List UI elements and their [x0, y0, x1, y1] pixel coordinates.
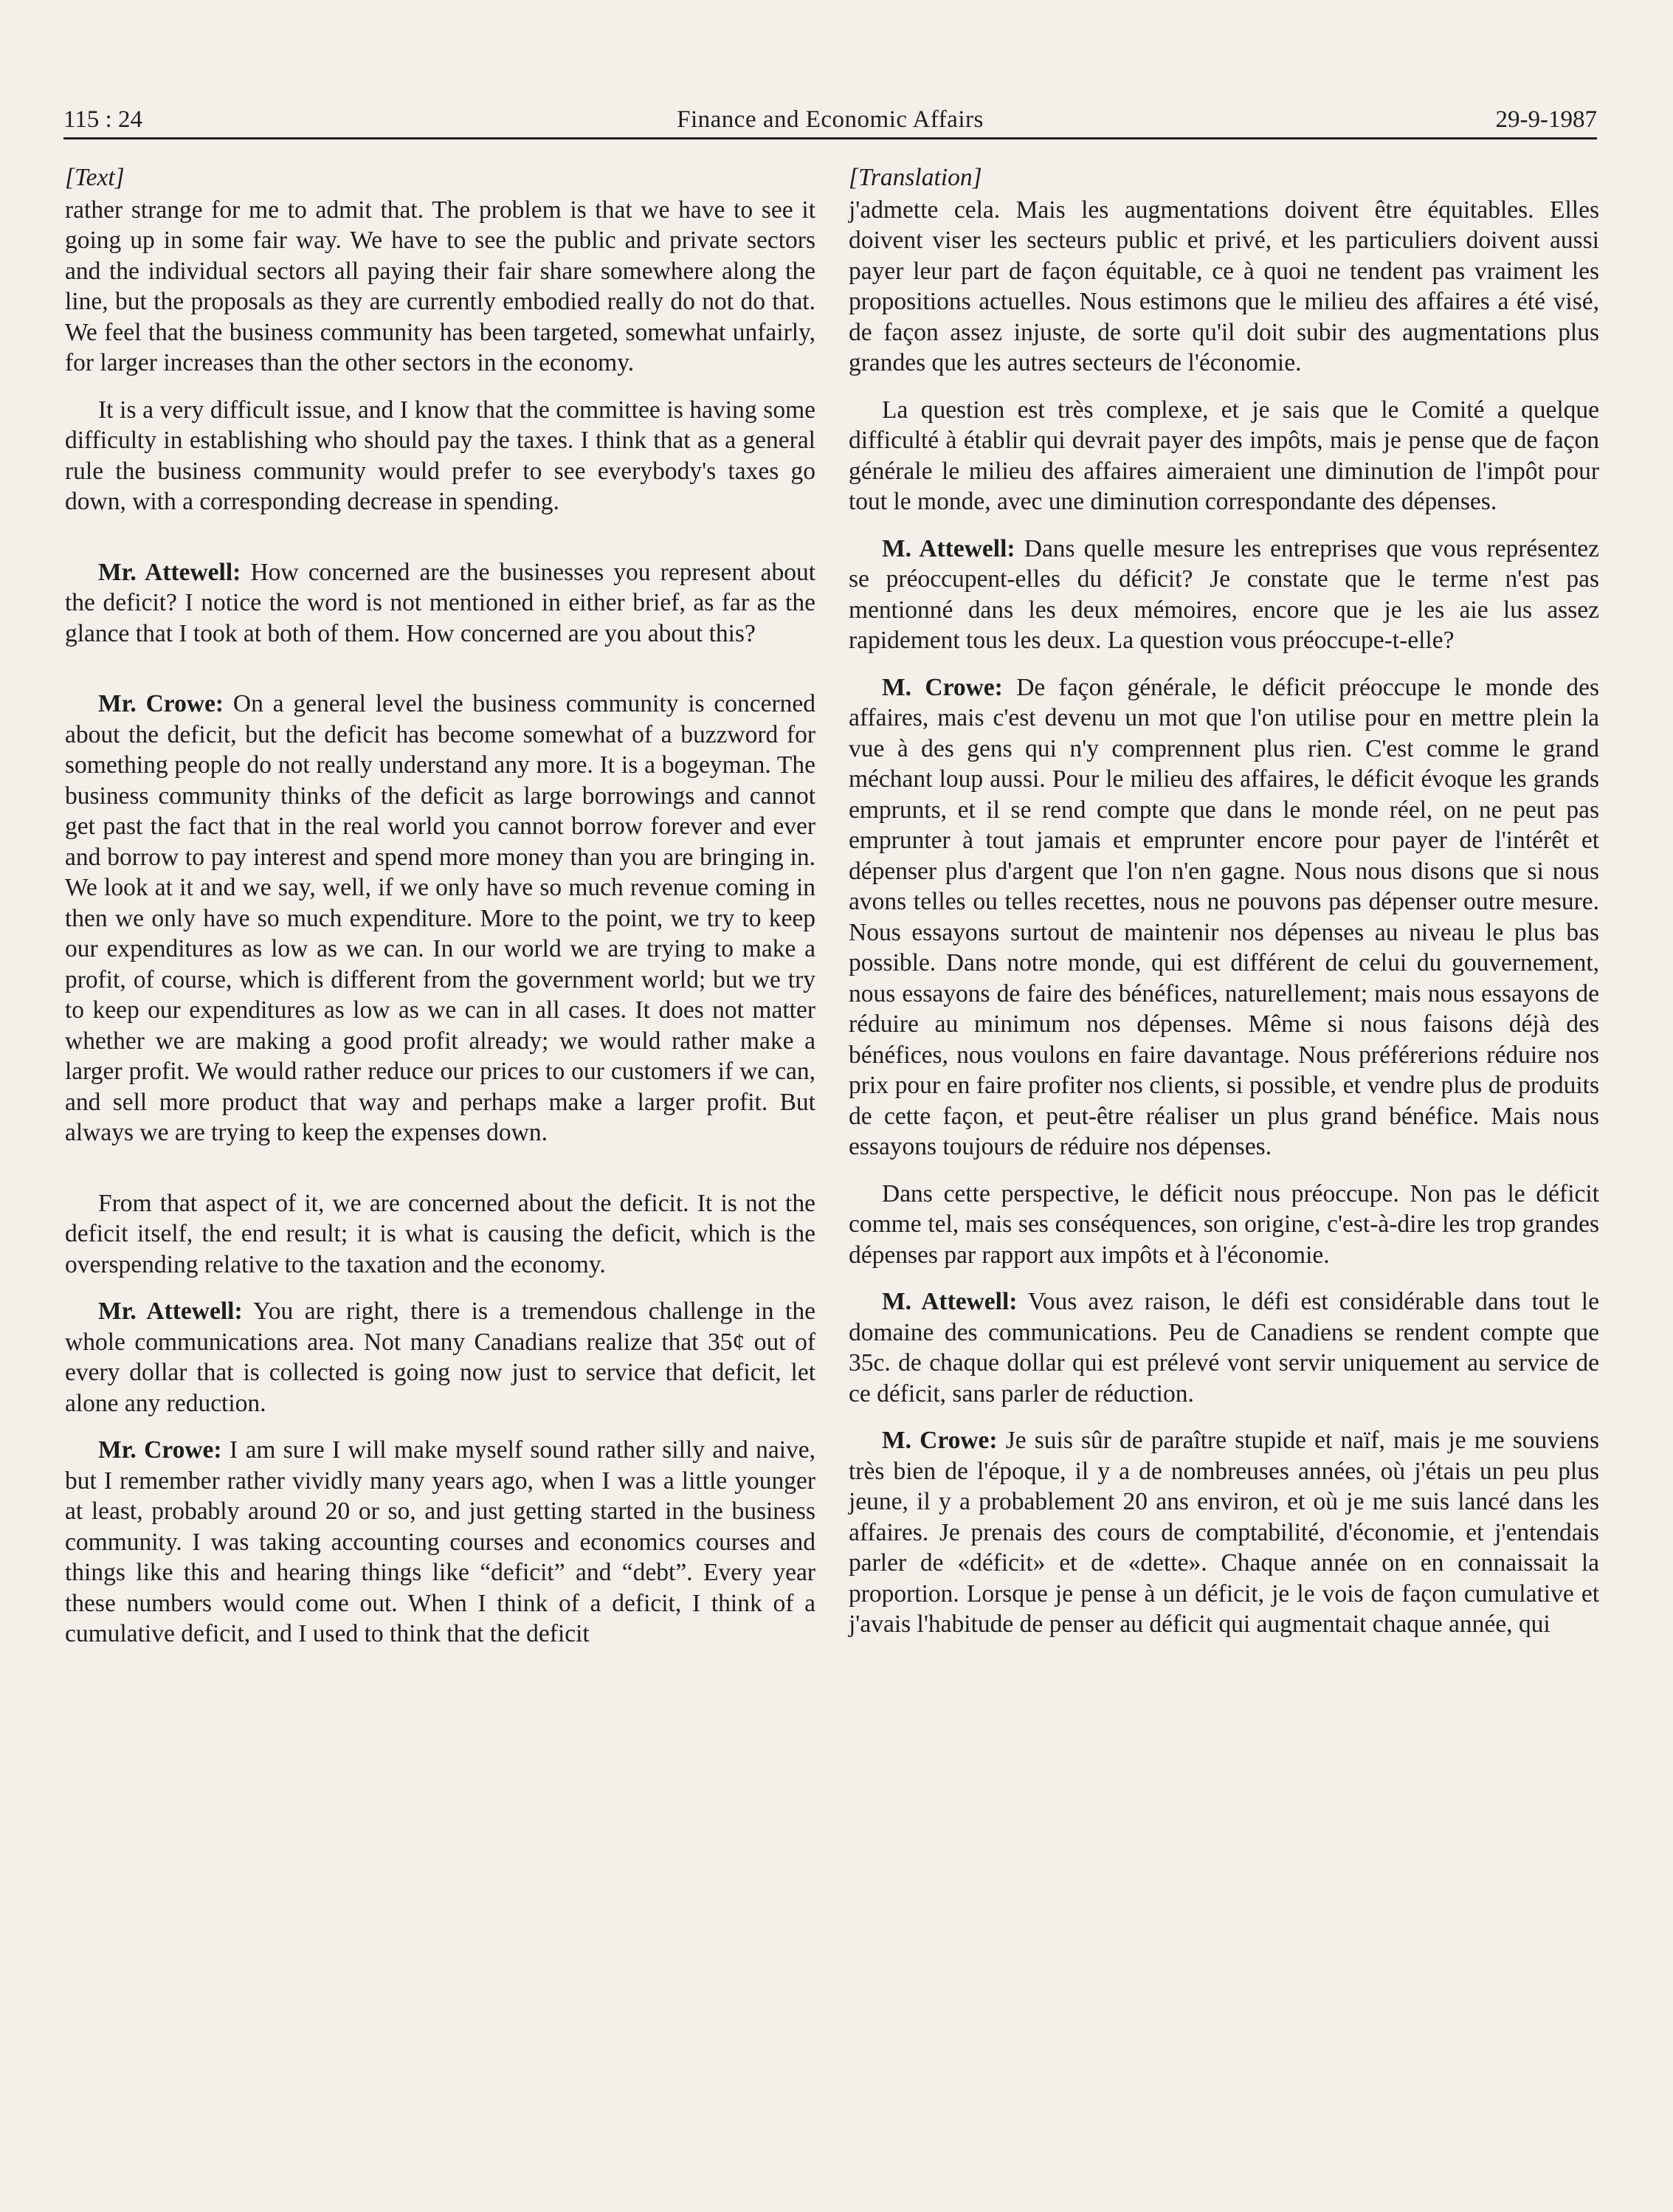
page-number: 115 : 24 — [63, 106, 142, 133]
speaker-name: Mr. Attewell: — [98, 1298, 243, 1325]
paragraph: Dans cette perspective, le déficit nous préoccupe. Non pas le déficit comme tel, mais ses conséquences, son origine, c'est-à-dire les trop grandes dépenses par rapport aux impôts et à l'économie. — [849, 1179, 1599, 1269]
paragraph: Mr. Crowe: On a general level the business community is concerned about the deficit, but the deficit has become somewhat of a buzzword for something people do not really understand any more. It is a bogeyman. The business community thinks of the deficit as large borrowings and cannot get past the fact that in the real world you cannot borrow forever and ever and borrow to pay interest and spend more money than you are bringing in. We look at it and we say, well, if we only have so much revenue coming in then we only have so much expenditure. More to the point, we try to keep our expenditures as low as we can. In our world we are trying to make a profit, of course, which is different from the government world; but we try to keep our expenditures as low as we can in all cases. It does not matter whether we are making a good profit already; we would rather make a larger profit. We would rather reduce our prices to our customers if we can, and sell more product that way and perhaps make a larger profit. But always we are trying to keep the expenses down. — [65, 690, 815, 1146]
speaker-name: M. Attewell: — [882, 534, 1015, 562]
header-rule — [63, 137, 1597, 139]
page-date: 29-9-1987 — [1495, 106, 1597, 133]
paragraph: M. Crowe: De façon générale, le déficit préoccupe le monde des affaires, mais c'est devenu un mot que l'on utilise pour en mettre plein la vue à des gens qui n'y comprennent plus rien. C'est comme le grand méchant loup aussi. Pour le milieu des affaires, le déficit évoque les grands emprunts, et il se rend compte que dans le monde réel, on ne peut pas emprunter à tout jamais et emprunter encore pour payer de l'intérêt et dépenser plus d'argent que l'on n'en gagne. Nous nous disons que si nous avons telles ou telles recettes, nous ne pouvons pas dépenser outre mesure. Nous essayons surtout de maintenir nos dépenses au niveau le plus bas possible. Dans notre monde, qui est différent de celui du gouvernement, nous essayons de faire des bénéfices, naturellement; mais nous essayons de réduire au minimum nos dépenses. Même si nous faisons déjà des bénéfices, nous voulons en faire davantage. Nous préférerions réduire nos prix pour en faire profiter nos clients, si possible, et vendre plus de produits de cette façon, et peut-être réaliser un plus grand bénéfice. Mais nous essayons toujours de réduire nos dépenses. — [849, 673, 1600, 1160]
paragraph: M. Attewell: Vous avez raison, le défi est considérable dans tout le domaine des communications. Peu de Canadiens se rendent compte que 35c. de chaque dollar qui est prélevé vont servir uniquement au service de ce déficit, sans parler de réduction. — [849, 1288, 1599, 1408]
paragraph: j'admette cela. Mais les augmentations doivent être équitables. Elles doivent viser les secteurs public et privé, et les particuliers doivent aussi payer leur part de façon équitable, ce à quoi ne tendent pas vraiment les propositions actuelles. Nous estimons que le milieu des affaires a été visé, de façon assez injuste, de sorte qu'il doit subir des augmentations plus grandes que les autres secteurs de l'économie. — [849, 196, 1599, 376]
page-header — [63, 102, 1597, 137]
english-column — [65, 162, 815, 1666]
paragraph: Mr. Attewell: You are right, there is a tremendous challenge in the whole communications area. Not many Canadians realize that 35¢ out of every dollar that is collected is going now just to service that deficit, let alone any reduction. — [65, 1298, 815, 1417]
speaker-name: M. Attewell: — [882, 1288, 1018, 1315]
paragraph: Mr. Crowe: I am sure I will make myself sound rather silly and naive, but I remember rather vividly many years ago, when I was a little younger at least, probably around 20 or so, and just getting started in the business community. I was taking accounting courses and economics courses and things like this and hearing things like “deficit” and “debt”. Every year these numbers would come out. When I think of a deficit, I think of a cumulative deficit, and I used to think that the deficit — [65, 1436, 815, 1647]
paragraph: Mr. Attewell: How concerned are the businesses you represent about the deficit? I notice the word is not mentioned in either brief, as far as the glance that I took at both of them. How concerned are you about this? — [65, 558, 816, 647]
paragraph: La question est très complexe, et je sais que le Comité a quelque difficulté à établir qui devrait payer des impôts, mais je pense que de façon générale le milieu des affaires aimeraient une diminution de l'impôt pour tout le monde, avec une diminution correspondante des dépenses. — [849, 396, 1599, 515]
language-label: [Translation] — [849, 164, 982, 191]
paragraph: It is a very difficult issue, and I know that the committee is having some difficulty in establishing who should pay the taxes. I think that as a general rule the business community would prefer to see everybody's taxes go down, with a corresponding decrease in spending. — [65, 396, 815, 515]
page-title: Finance and Economic Affairs — [677, 106, 984, 133]
paragraph: M. Crowe: Je suis sûr de paraître stupide et naïf, mais je me souviens très bien de l'époque, il y a de nombreuses années, où j'étais un peu plus jeune, il y a probablement 20 ans environ, et où je me suis lancé dans les affaires. Je prenais des cours de comptabilité, d'économie, et j'entendais parler de «déficit» et de «dette». Chaque année on en connaissait la proportion. Lorsque je pense à un déficit, je le vois de façon cumulative et j'avais l'habitude de penser au déficit qui augmentait chaque année, qui — [849, 1427, 1599, 1638]
speaker-name: Mr. Attewell: — [98, 558, 241, 586]
speaker-name: Mr. Crowe: — [98, 1436, 222, 1464]
paragraph: M. Attewell: Dans quelle mesure les entreprises que vous représentez se préoccupent-elles du déficit? Je constate que le terme n'est pas mentionné dans les deux mémoires, encore que je les aie lus assez rapidement tous les deux. La question vous préoccupe-t-elle? — [849, 534, 1600, 654]
paragraph: From that aspect of it, we are concerned about the deficit. It is not the deficit itself, the end result; it is what is causing the deficit, which is the overspending relative to the taxation and the economy. — [65, 1189, 815, 1278]
french-column — [849, 162, 1599, 1656]
speaker-name: M. Crowe: — [882, 673, 1003, 701]
speaker-name: Mr. Crowe: — [98, 690, 224, 717]
language-label: [Text] — [65, 164, 125, 191]
speaker-name: M. Crowe: — [882, 1427, 998, 1454]
paragraph: rather strange for me to admit that. The problem is that we have to see it going up in some fair way. We have to see the public and private sectors and the individual sectors all paying their fair share somewhere along the line, but the proposals as they are currently embodied really do not do that. We feel that the business community has been targeted, somewhat unfairly, for larger increases than the other sectors in the economy. — [65, 196, 815, 376]
